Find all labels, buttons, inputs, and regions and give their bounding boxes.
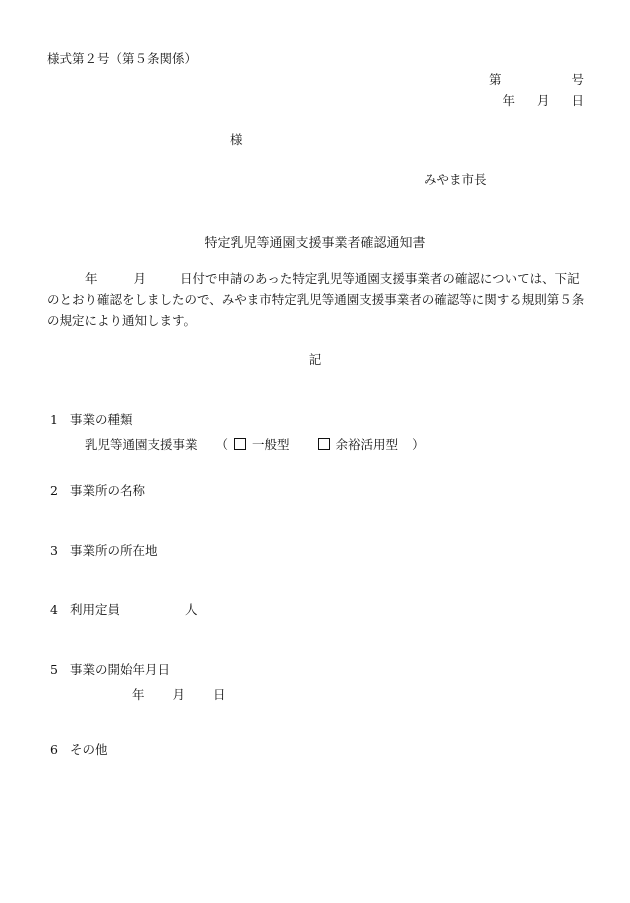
item-label: その他 xyxy=(70,742,108,757)
addressee-line xyxy=(230,130,243,148)
item-facility-address xyxy=(50,541,158,559)
open-paren: （ xyxy=(215,437,229,452)
item-facility-name xyxy=(50,481,145,499)
item-label: 事業所の所在地 xyxy=(70,543,158,558)
checkbox-surplus[interactable] xyxy=(318,438,330,450)
body-month: 月 xyxy=(133,271,147,286)
item-label: 事業の種類 xyxy=(70,412,133,427)
item-number: 3 xyxy=(50,543,58,558)
body-text: 日付で申請のあった特定乳児等通園支援事業者の確認については、下記のとおり確認をしましたので、みやま市特定乳児等通園支援事業者の確認等に関する規則第５条の規定により通知します。 xyxy=(47,271,585,328)
close-paren: ） xyxy=(412,437,425,452)
start-date-fields xyxy=(132,685,226,703)
item-label: 利用定員 xyxy=(70,602,121,617)
item-number: 5 xyxy=(50,662,58,677)
start-year: 年 xyxy=(132,687,145,702)
doc-number-suffix: 号 xyxy=(571,72,584,87)
start-month: 月 xyxy=(172,687,186,702)
option-surplus-label: 余裕活用型 xyxy=(335,437,399,452)
start-day: 日 xyxy=(213,687,226,702)
item-number: 6 xyxy=(50,742,58,757)
issuer: みやま市長 xyxy=(424,172,487,187)
capacity-unit: 人 xyxy=(185,602,198,617)
body-paragraph xyxy=(47,268,587,331)
document-number-line xyxy=(489,70,584,88)
doc-date-month: 月 xyxy=(536,93,550,108)
doc-date-year: 年 xyxy=(502,93,515,108)
form-number: 様式第２号（第５条関係） xyxy=(47,51,198,66)
item-label: 事業の開始年月日 xyxy=(70,662,171,677)
item-other xyxy=(50,740,108,758)
document-title: 特定乳児等通園支援事業者確認通知書 xyxy=(204,236,426,251)
body-year: 年 xyxy=(85,271,98,286)
item-start-date xyxy=(50,660,170,678)
document-date-line xyxy=(502,91,584,109)
option-general-label: 一般型 xyxy=(252,437,290,452)
item-business-type xyxy=(50,410,133,428)
doc-date-day: 日 xyxy=(571,93,584,108)
item-number: 4 xyxy=(50,602,58,617)
checkbox-general[interactable] xyxy=(234,438,246,450)
addressee-suffix: 様 xyxy=(230,132,243,147)
business-name: 乳児等通園支援事業 xyxy=(85,437,198,452)
doc-number-prefix: 第 xyxy=(488,72,502,87)
item-number: 2 xyxy=(50,483,58,498)
item-label: 事業所の名称 xyxy=(70,483,146,498)
item-number: 1 xyxy=(50,412,58,427)
business-type-detail xyxy=(85,435,425,453)
item-capacity xyxy=(50,600,198,618)
ki-heading: 記 xyxy=(308,352,322,367)
